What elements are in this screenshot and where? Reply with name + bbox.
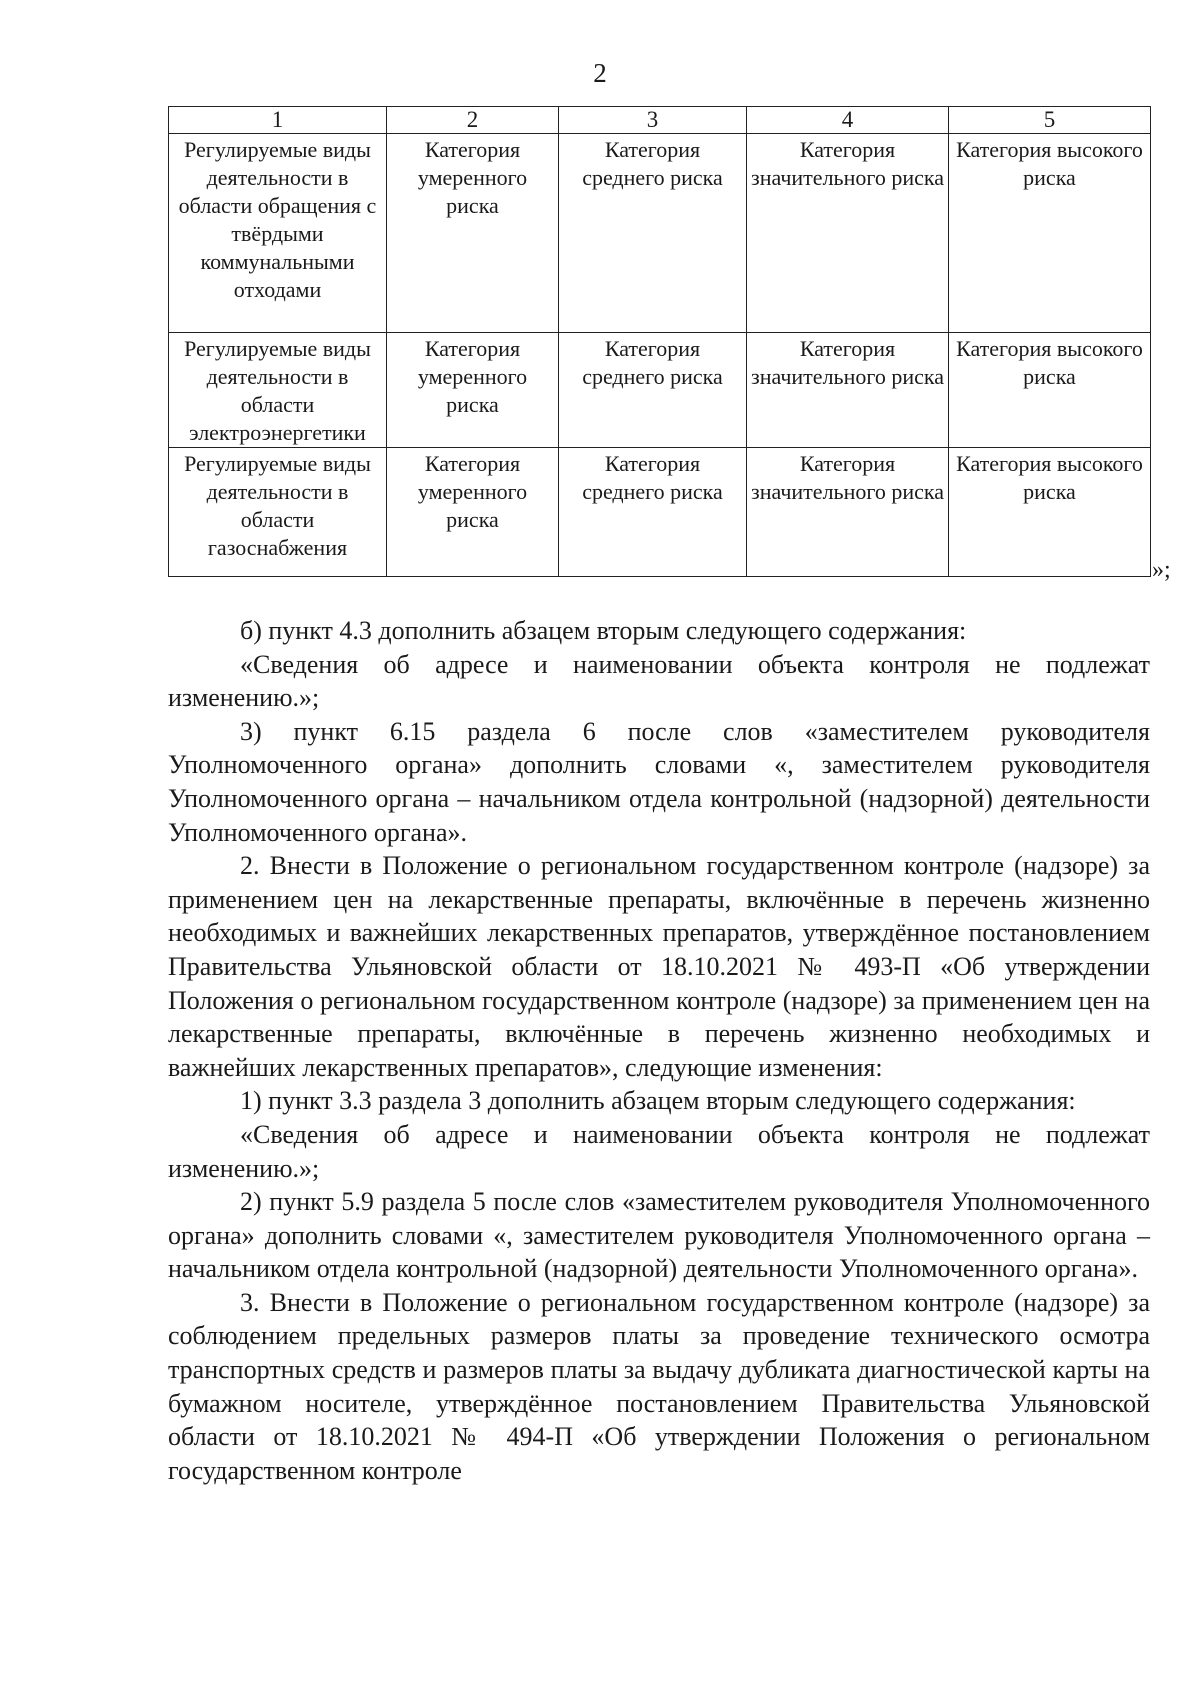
risk-cell: Категория среднего риска xyxy=(559,134,747,333)
paragraph: 1) пункт 3.3 раздела 3 дополнить абзацем вторым следующего содержания: xyxy=(240,1086,1076,1116)
table-header-cell: 4 xyxy=(747,107,949,134)
table-header-cell: 3 xyxy=(559,107,747,134)
paragraph: б) пункт 4.3 дополнить абзацем вторым следующего содержания: xyxy=(240,616,967,645)
table-row xyxy=(169,134,1151,333)
document-body xyxy=(168,614,1150,1487)
table-header-row xyxy=(169,107,1151,134)
risk-cell: Категория значительного риска xyxy=(747,134,949,333)
page-number: 2 xyxy=(593,58,607,88)
table-row xyxy=(169,333,1151,448)
paragraph: 3) пункт 6.15 раздела 6 после слов «заместителем руководителя Уполномоченного органа» дополнить словами «, заместителем руководителя Уполномоченного органа – начальником отдела контрольной (надзорной) деятельности Уполномоченного органа». xyxy=(168,716,1150,847)
risk-cell: Категория высокого риска xyxy=(949,134,1151,333)
risk-cell: Категория высокого риска xyxy=(949,333,1151,448)
table-header-cell: 2 xyxy=(387,107,559,134)
paragraph: «Сведения об адресе и наименовании объекта контроля не подлежат изменению.»; xyxy=(168,1119,1150,1183)
risk-cell: Категория высокого риска xyxy=(949,448,1151,577)
table-header-cell: 5 xyxy=(949,107,1151,134)
risk-cell: Категория среднего риска xyxy=(559,448,747,577)
paragraph: 2) пункт 5.9 раздела 5 после слов «заместителем руководителя Уполномоченного органа» дополнить словами «, заместителем руководителя Уполномоченного органа – начальником отдела контрольной (надзорной) деятельности Уполномоченного органа». xyxy=(168,1187,1150,1284)
activity-cell: Регулируемые виды деятельности в области газоснабжения xyxy=(169,448,387,577)
paragraph: 2. Внести в Положение о региональном государственном контроле (надзоре) за применением цен на лекарственные препараты, включённые в перечень жизненно необходимых и важнейших лекарственных препаратов, утверждённое постановлением Правительства Ульяновской области от 18.10.2021 № 493-П «Об утверждении Положения о региональном государственном контроле (надзоре) за применением цен на лекарственные препараты, включённые в перечень жизненно необходимых и важнейших лекарственных препаратов», следующие изменения: xyxy=(168,851,1150,1082)
paragraph: 3. Внести в Положение о региональном государственном контроле (надзоре) за соблюдением предельных размеров платы за проведение технического осмотра транспортных средств и размеров платы за выдачу дубликата диагностической карты на бумажном носителе, утверждённое постановлением Правительства Ульяновской области от 18.10.2021 № 494-П «Об утверждении Положения о региональном государственном контроле xyxy=(168,1287,1150,1485)
activity-cell: Регулируемые виды деятельности в области обращения с твёрдыми коммунальными отходами xyxy=(169,134,387,333)
risk-cell: Категория значительного риска xyxy=(747,333,949,448)
risk-cell: Категория значительного риска xyxy=(747,448,949,577)
risk-cell: Категория умеренного риска xyxy=(387,134,559,333)
risk-cell: Категория среднего риска xyxy=(559,333,747,448)
risk-cell: Категория умеренного риска xyxy=(387,333,559,448)
risk-cell: Категория умеренного риска xyxy=(387,448,559,577)
table-row xyxy=(169,448,1151,577)
table-header-cell: 1 xyxy=(169,107,387,134)
table-closing-quote: »; xyxy=(1152,557,1171,583)
activity-cell: Регулируемые виды деятельности в области электроэнергетики xyxy=(169,333,387,448)
paragraph: «Сведения об адресе и наименовании объекта контроля не подлежат изменению.»; xyxy=(168,649,1150,713)
risk-category-table xyxy=(168,106,1151,577)
